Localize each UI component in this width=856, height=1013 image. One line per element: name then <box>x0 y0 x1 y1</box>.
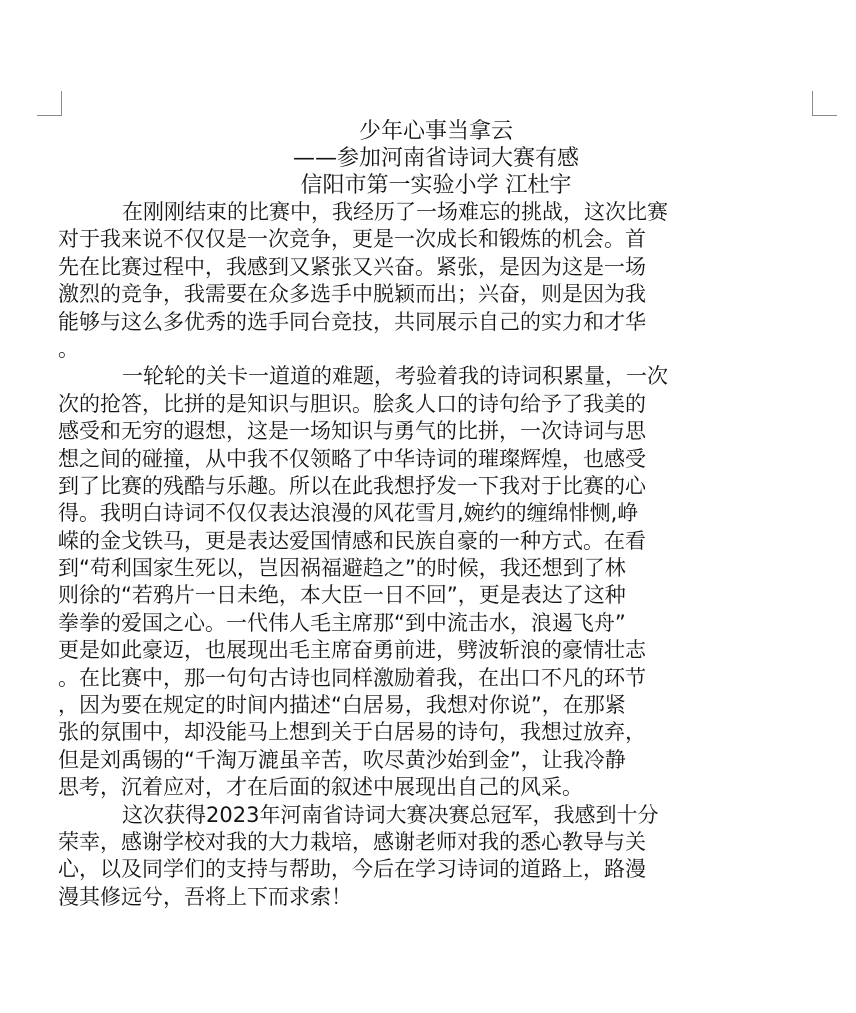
paragraph-1 <box>58 199 814 363</box>
paragraph-line: 则徐的“若鸦片一日未绝，本大臣一日不回”，更是表达了这种 <box>58 583 626 608</box>
document-author: 信阳市第一实验小学 江杜宇 <box>300 173 572 198</box>
paragraph-2 <box>58 363 814 801</box>
paragraph-line: 心，以及同学们的支持与帮助，今后在学习诗词的道路上，路漫 <box>58 857 646 882</box>
paragraph-line: 但是刘禹锡的“千淘万漉虽辛苦，吹尽黄沙始到金”，让我冷静 <box>58 747 626 772</box>
paragraph-line: 一轮轮的关卡一道道的难题，考验着我的诗词积累量，一次 <box>122 364 668 389</box>
document-page <box>58 118 814 911</box>
document-subtitle: ——参加河南省诗词大赛有感 <box>292 146 579 171</box>
paragraph-line: 更是如此豪迈，也展现出毛主席奋勇前进，劈波斩浪的豪情壮志 <box>58 638 646 663</box>
paragraph-line: 想之间的碰撞，从中我不仅领略了中华诗词的璀璨辉煌，也感受 <box>58 446 646 471</box>
paragraph-line: 到“苟利国家生死以，岂因祸福避趋之”的时候，我还想到了林 <box>58 556 626 581</box>
page-corner-mark-top-right <box>812 91 837 116</box>
paragraph-line: 。在比赛中，那一句句古诗也同样激励着我，在出口不凡的环节 <box>58 665 646 690</box>
page-corner-mark-top-left <box>37 91 62 116</box>
paragraph-line: 荣幸，感谢学校对我的大力栽培，感谢老师对我的悉心教导与关 <box>58 829 646 854</box>
paragraph-3 <box>58 802 814 912</box>
paragraph-line: 到了比赛的残酷与乐趣。所以在此我想抒发一下我对于比赛的心 <box>58 473 646 498</box>
paragraph-line: 思考，沉着应对，才在后面的叙述中展现出自己的风采。 <box>58 775 583 800</box>
paragraph-line: 得。我明白诗词不仅仅表达浪漫的风花雪月,婉约的缠绵悱恻,峥 <box>58 501 639 526</box>
paragraph-line: 次的抢答，比拼的是知识与胆识。脍炙人口的诗句给予了我美的 <box>58 391 646 416</box>
paragraph-line: 漫其修远兮，吾将上下而求索！ <box>58 884 352 909</box>
paragraph-line: 先在比赛过程中，我感到又紧张又兴奋。紧张，是因为这是一场 <box>58 254 646 279</box>
paragraph-line: 。 <box>58 336 79 361</box>
paragraph-line: 感受和无穷的遐想，这是一场知识与勇气的比拼，一次诗词与思 <box>58 419 646 444</box>
paragraph-line: 张的氛围中，却没能马上想到关于白居易的诗句，我想过放弃， <box>58 720 646 745</box>
paragraph-line: ，因为要在规定的时间内描述“白居易，我想对你说”，在那紧 <box>58 693 626 718</box>
paragraph-line: 激烈的竞争，我需要在众多选手中脱颖而出；兴奋，则是因为我 <box>58 282 646 307</box>
document-title: 少年心事当拿云 <box>358 119 513 144</box>
paragraph-line: 对于我来说不仅仅是一次竞争，更是一次成长和锻炼的机会。首 <box>58 227 646 252</box>
paragraph-line: 在刚刚结束的比赛中，我经历了一场难忘的挑战，这次比赛 <box>122 200 668 224</box>
paragraph-line: 能够与这么多优秀的选手同台竞技，共同展示自己的实力和才华 <box>58 309 646 334</box>
paragraph-line: 嵘的金戈铁马，更是表达爱国情感和民族自豪的一种方式。在看 <box>58 528 646 553</box>
paragraph-line: 这次获得2023年河南省诗词大赛决赛总冠军，我感到十分 <box>122 802 659 827</box>
paragraph-line: 拳拳的爱国之心。一代伟人毛主席那“到中流击水，浪遏飞舟” <box>58 610 626 635</box>
